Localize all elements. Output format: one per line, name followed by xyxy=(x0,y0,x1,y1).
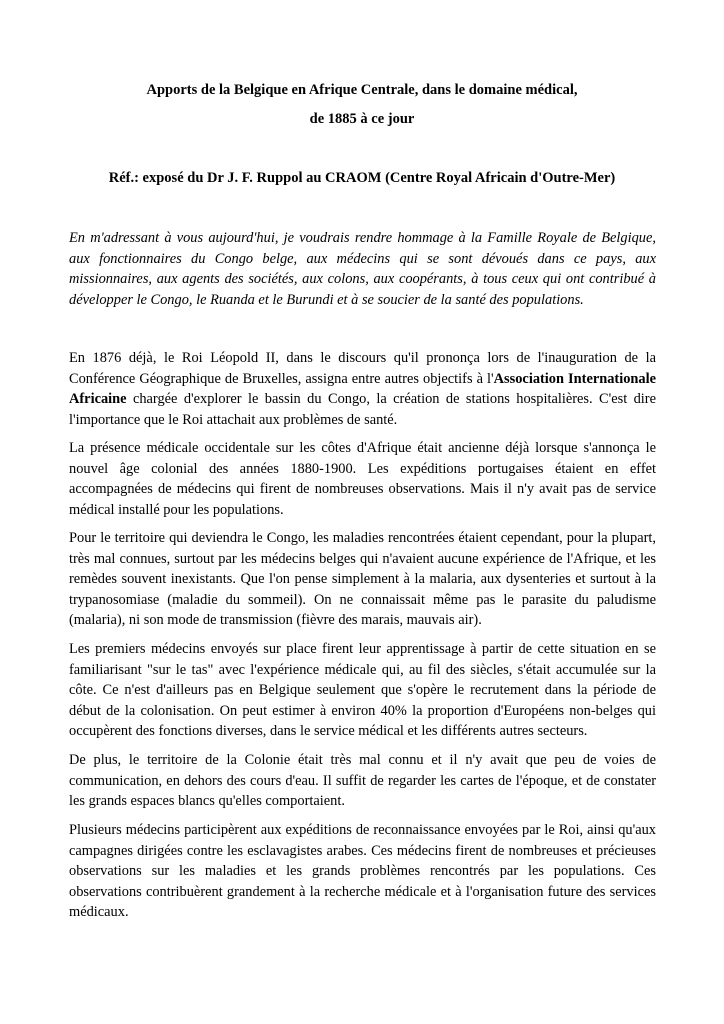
paragraph-1-bold-term: Association Internationale Africaine xyxy=(69,370,656,408)
paragraph-5: De plus, le territoire de la Colonie était très mal connu et il n'y avait que peu de voies de communication, en dehors des cours d'eau. Il suffit de regarder les cartes de l'époque, et de constater les grands espaces blancs qu'elles comportaient. xyxy=(69,752,656,810)
paragraph-4: Les premiers médecins envoyés sur place firent leur apprentissage à partir de cette situation en se familiarisant "sur le tas" avec l'expérience médicale qui, au fil des siècles, s'était accumulée sur la côte. Ce n'est d'ailleurs pas en Belgique seulement que s'opère le recrutement dans la période de début de la colonisation. On peut estimer à environ 40% la proportion d'Européens non-belges qui occupèrent des fonctions diverses, dans le service médical et les différents autres secteurs. xyxy=(69,641,656,740)
paragraph-3: Pour le territoire qui deviendra le Congo, les maladies rencontrées étaient cependant, pour la plupart, très mal connues, surtout par les médecins belges qui n'avaient aucune expérience de l'Afrique, et les remèdes souvent inexistants. Que l'on pense simplement à la malaria, aux dysenteries et surtout à la trypanosomiase (maladie du sommeil). On ne connaissait même pas le parasite du paludisme (malaria), ni son mode de transmission (fièvre des marais, mauvais air). xyxy=(69,530,656,629)
document-reference: Réf.: exposé du Dr J. F. Ruppol au CRAOM (Centre Royal Africain d'Outre-Mer) xyxy=(108,170,616,186)
paragraph-1 xyxy=(69,348,656,430)
paragraph-2: La présence médicale occidentale sur les côtes d'Afrique était ancienne déjà lorsque s'annonça le nouvel âge colonial des années 1880-1900. Les expéditions portugaises étaient en effet accompagnées de médecins qui firent de nombreuses observations. Mais il n'y avait pas de service médical installé pour les populations. xyxy=(69,440,656,518)
paragraph-6: Plusieurs médecins participèrent aux expéditions de reconnaissance envoyées par le Roi, ainsi qu'aux campagnes dirigées contre les esclavagistes arabes. Ces médecins firent de nombreuses et précieuses observations sur les maladies et les grands problèmes rencontrés par les populations. Ces observations contribuèrent grandement à la recherche médicale et à l'organisation future des services médicaux. xyxy=(69,822,656,921)
document-title-line1: Apports de la Belgique en Afrique Centrale, dans le domaine médical, xyxy=(146,82,578,98)
paragraph-1-text-before: En 1876 déjà, le Roi Léopold II, dans le discours qu'il prononça lors de l'inauguration de la Conférence Géographique de Bruxelles, assigna entre autres objectifs à l' xyxy=(69,350,656,387)
intro-paragraph: En m'adressant à vous aujourd'hui, je voudrais rendre hommage à la Famille Royale de Belgique, aux fonctionnaires du Congo belge, aux médecins qui se sont dévoués dans ce pays, aux missionnaires, aux agents des sociétés, aux colons, aux coopérants, à tous ceux qui ont contribué à développer le Congo, le Ruanda et le Burundi et à se soucier de la santé des populations. xyxy=(69,230,656,308)
document-title-line2: de 1885 à ce jour xyxy=(309,111,415,127)
paragraph-1-text-after: chargée d'explorer le bassin du Congo, la création de stations hospitalières. C'est dire l'importance que le Roi attachait aux problèmes de santé. xyxy=(69,391,656,428)
